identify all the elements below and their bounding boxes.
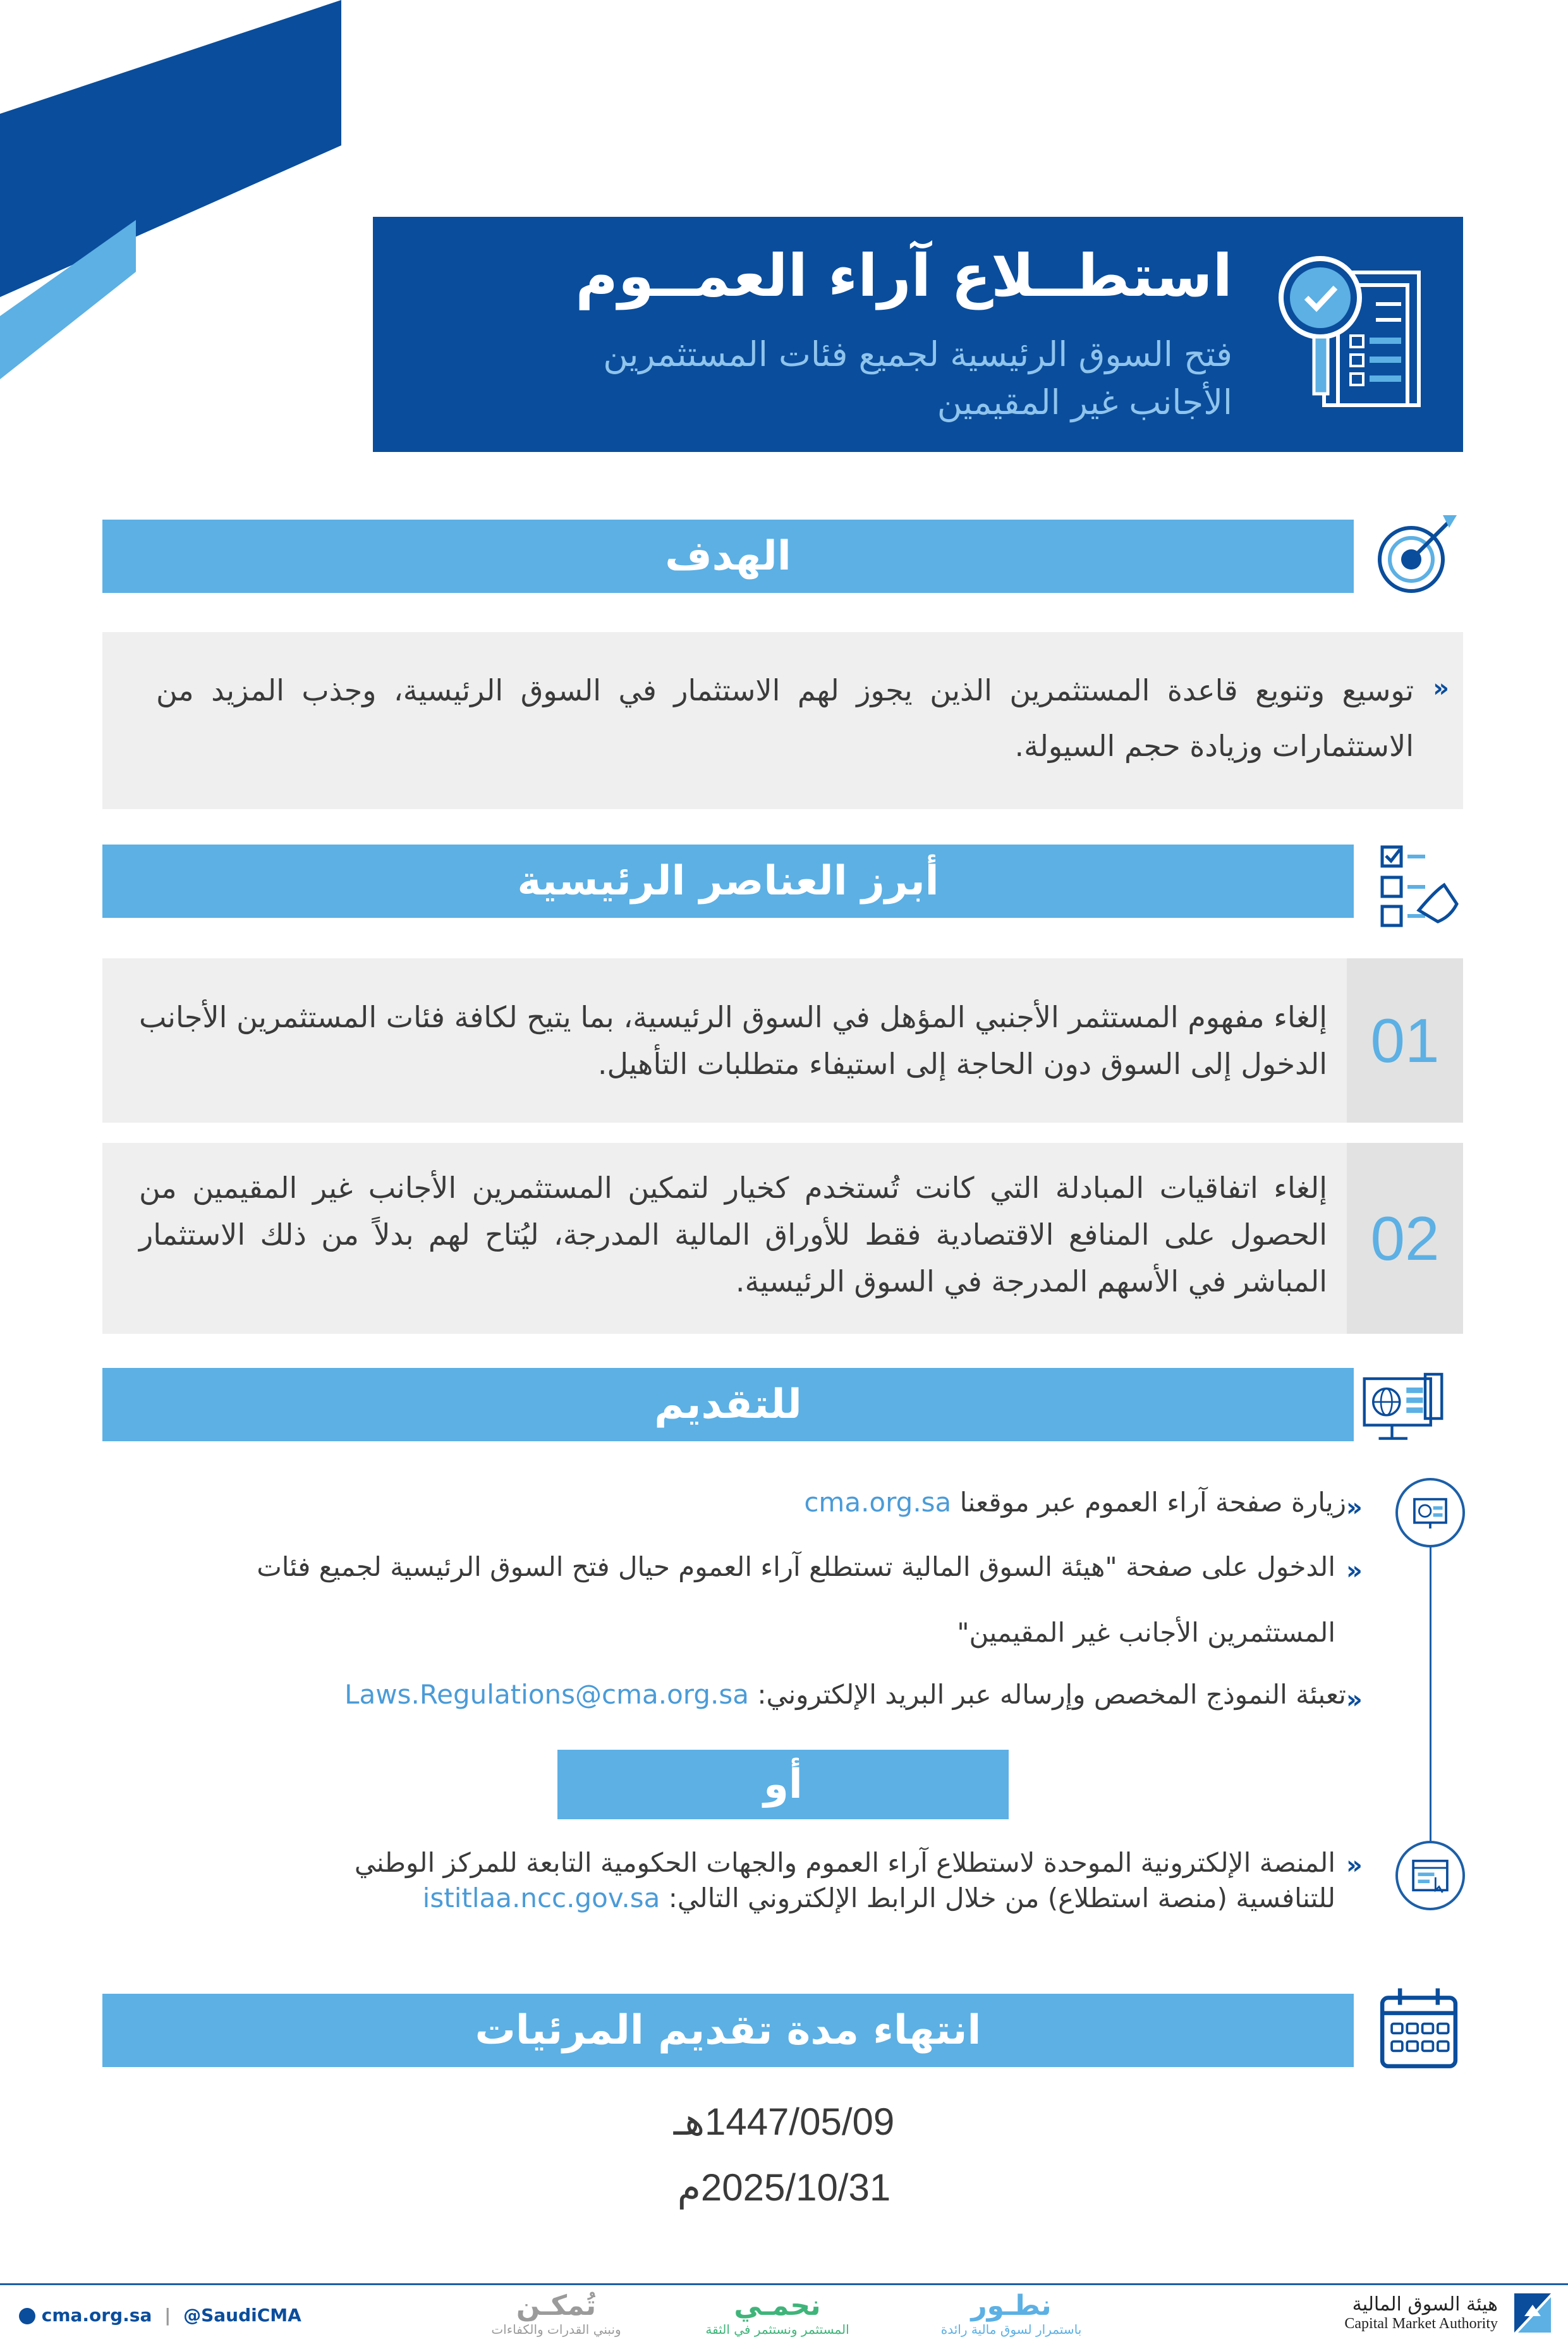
org-name-en: Capital Market Authority	[1344, 2315, 1498, 2332]
apply-step-4-text: للتنافسية (منصة استطلاع) من خلال الرابط الإلكتروني التالي:	[668, 1882, 1335, 1913]
slogan-3-sub: باستمرار لسوق مالية رائدة	[940, 2322, 1082, 2337]
target-icon	[1375, 509, 1463, 597]
deadline-gregorian: 2025/10/31م	[677, 2166, 891, 2209]
apply-step-3-text: تعبئة النموذج المخصص وإرساله عبر البريد الإلكتروني:	[757, 1679, 1346, 1710]
goal-heading-bar	[102, 520, 1354, 593]
element-text-2: إلغاء اتفاقيات المبادلة التي كانت تُستخدم كخيار لتمكين المستثمرين الأجانب غير المقيمين من الحصول على المنافع الاقتصادية فقط للأوراق المالية المدرجة، ليُتاح لهم بدلاً من ذلك الاستثمار المباشر في الأسهم المدرجة في السوق الرئيسية.	[139, 1171, 1327, 1298]
deadline-hijri: 1447/05/09هـ	[673, 2101, 895, 2143]
goal-text: توسيع وتنويع قاعدة المستثمرين الذين يجوز لهم الاستثمار في السوق الرئيسية، وجذب المزيد من الاستثمارات وزيادة حجم السيولة.	[156, 673, 1414, 763]
corner-decoration	[0, 0, 354, 405]
footer-handle[interactable]: @SaudiCMA	[183, 2305, 301, 2326]
bullet-icon: «	[1346, 1851, 1363, 1880]
cma-logo-icon	[1512, 2291, 1553, 2335]
computer-click-icon	[1359, 1365, 1447, 1454]
elements-heading: أبرز العناصر الرئيسية	[517, 858, 939, 905]
goal-heading: الهدف	[665, 533, 791, 580]
element-number-2: 02	[1347, 1143, 1463, 1334]
email-link[interactable]: Laws.Regulations@cma.org.sa	[344, 1679, 749, 1710]
hero-banner	[373, 217, 1463, 452]
slogan-2-title: نحمـي	[734, 2290, 821, 2322]
calendar-icon	[1375, 1984, 1463, 2072]
footer-website[interactable]: cma.org.sa	[41, 2305, 152, 2326]
survey-magnifier-icon	[1275, 247, 1426, 424]
slogan-2-sub: المستثمر ونستثمر في الثقة	[705, 2322, 849, 2337]
goal-box	[102, 632, 1463, 809]
bullet-icon: «	[1346, 1493, 1363, 1522]
apply-step-2-line-1: الدخول على صفحة "هيئة السوق المالية تستطلع آراء العموم حيال فتح السوق الرئيسية لجميع فئات	[257, 1551, 1335, 1582]
element-item-2	[102, 1143, 1463, 1334]
apply-step-1	[804, 1487, 1346, 1518]
slogan-2	[702, 2290, 853, 2337]
elements-heading-bar	[102, 845, 1354, 918]
apply-step-3	[344, 1679, 1346, 1710]
element-number-1: 01	[1347, 958, 1463, 1123]
deadline-heading-bar	[102, 1994, 1354, 2067]
slogan-1-title: تُمكـن	[516, 2290, 597, 2322]
or-separator: أو	[557, 1750, 1009, 1819]
web-page-icon	[1395, 1478, 1465, 1547]
website-link[interactable]: cma.org.sa	[804, 1487, 952, 1518]
element-text-1: إلغاء مفهوم المستثمر الأجنبي المؤهل في السوق الرئيسية، بما يتيح لكافة فئات المستثمرين الأجانب الدخول إلى السوق دون الحاجة إلى استيفاء متطلبات التأهيل.	[139, 1000, 1327, 1081]
footer-divider	[0, 2283, 1568, 2285]
org-name	[1321, 2293, 1498, 2333]
checklist-icon	[1375, 841, 1463, 929]
slogan-3	[935, 2290, 1087, 2337]
istitlaa-link[interactable]: istitlaa.ncc.gov.sa	[422, 1882, 660, 1913]
element-item-1	[102, 958, 1463, 1123]
slogan-3-title: نطـور	[971, 2290, 1052, 2322]
online-form-icon	[1395, 1841, 1465, 1910]
page-subtitle: فتح السوق الرئيسية لجميع فئات المستثمرين الأجانب غير المقيمين	[603, 334, 1232, 422]
org-name-ar: هيئة السوق المالية	[1352, 2293, 1498, 2315]
deadline-heading: انتهاء مدة تقديم المرئيات	[475, 2007, 982, 2054]
apply-step-4-line-1: المنصة الإلكترونية الموحدة لاستطلاع آراء العموم والجهات الحكومية التابعة للمركز الوطني	[354, 1847, 1335, 1878]
apply-step-4-line-2	[423, 1882, 1335, 1913]
bullet-icon: «	[1346, 1556, 1363, 1585]
apply-timeline	[1430, 1503, 1431, 1875]
globe-icon	[19, 2308, 35, 2324]
apply-step-1-text: زيارة صفحة آراء العموم عبر موقعنا	[959, 1487, 1346, 1518]
footer-separator: |	[164, 2305, 171, 2326]
bullet-icon: «	[1346, 1685, 1363, 1714]
apply-heading: للتقديم	[654, 1381, 802, 1428]
slogan-1-sub: ونبني القدرات والكفاءات	[491, 2322, 621, 2337]
bullet-icon: «	[1433, 674, 1449, 703]
footer-contacts	[19, 2305, 301, 2326]
page-title: استطــلاع آراء العمــوم	[575, 242, 1232, 310]
apply-step-2-line-2: المستثمرين الأجانب غير المقيمين"	[957, 1617, 1335, 1648]
apply-heading-bar	[102, 1368, 1354, 1441]
slogan-1	[487, 2290, 626, 2337]
